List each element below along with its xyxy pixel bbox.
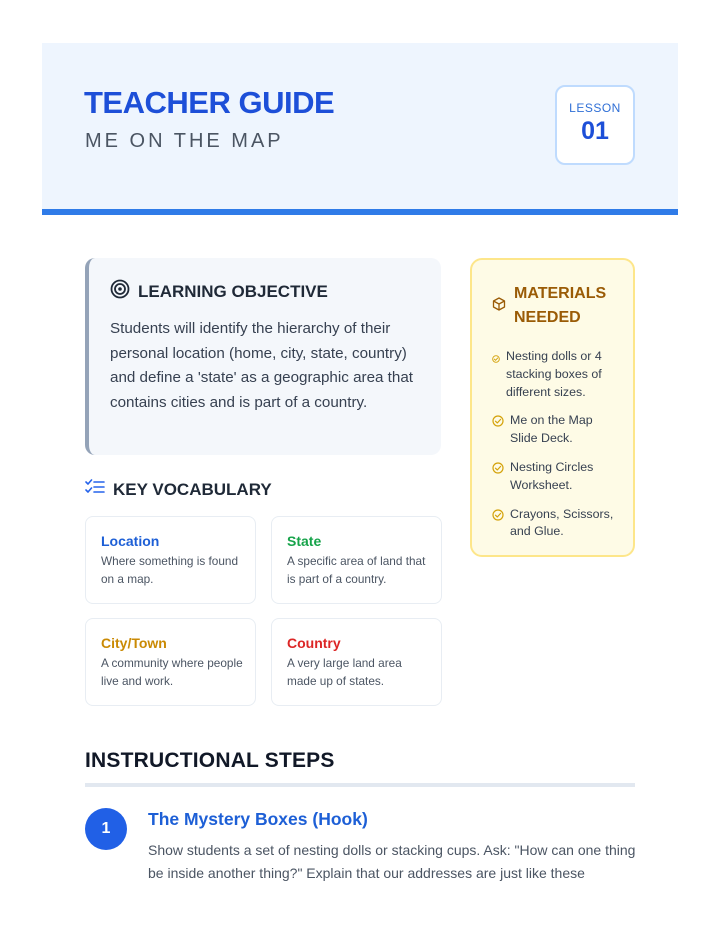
materials-heading-label: MATERIALS NEEDED [514,285,607,326]
check-circle-icon [492,509,504,527]
page-title: TEACHER GUIDE [84,85,335,120]
vocab-card-state [271,516,442,604]
materials-heading [492,282,621,330]
material-text: Crayons, Scissors, and Glue. [510,506,614,539]
vocab-card-country [271,618,442,706]
list-item [492,412,621,448]
page-subtitle: ME ON THE MAP [85,130,284,152]
vocabulary-heading [85,478,272,501]
objective-text: Students will identify the hierarchy of their personal location (home, city, state, country) and define a 'state' as a geographic area that contains cities and is part of a country. [110,320,414,411]
list-item [492,348,621,401]
box-icon [492,297,506,316]
step-text: Show students a set of nesting dolls or stacking cups. Ask: "How can one thing be inside another thing?" Explain that our addresses are just like these [148,842,636,881]
lesson-badge [555,85,635,165]
list-item [492,506,621,542]
objective-heading-label: LEARNING OBJECTIVE [138,281,328,301]
vocab-term: City/Town [101,635,167,651]
lesson-label: LESSON [569,101,621,115]
guide-header [42,43,678,215]
list-item [492,459,621,495]
vocab-card-city-town [85,618,256,706]
material-text: Nesting dolls or 4 stacking boxes of different sizes. [506,349,602,399]
vocab-term: Location [101,533,160,549]
step-title: The Mystery Boxes (Hook) [148,809,368,829]
learning-objective-card [85,258,441,455]
vocabulary-heading-label: KEY VOCABULARY [113,479,272,499]
vocab-definition: A specific area of land that is part of a country. [287,554,426,586]
check-circle-icon [492,462,504,480]
lesson-number: 01 [581,117,609,145]
check-circle-icon [492,415,504,433]
vocab-card-location [85,516,256,604]
objective-heading [110,279,421,304]
vocab-definition: A community where people live and work. [101,656,243,688]
materials-card [470,258,635,557]
material-text: Nesting Circles Worksheet. [510,459,594,492]
steps-heading: INSTRUCTIONAL STEPS [85,749,335,772]
material-text: Me on the Map Slide Deck. [510,413,593,446]
vocab-definition: A very large land area made up of states. [287,656,402,688]
check-circle-icon [492,351,500,369]
step-number-badge: 1 [85,808,127,850]
vocab-definition: Where something is found on a map. [101,554,239,586]
vocab-term: State [287,533,322,549]
vocab-term: Country [287,635,341,651]
steps-divider [85,783,635,787]
checklist-icon [85,478,105,501]
target-icon [110,279,130,304]
materials-list [492,348,621,541]
